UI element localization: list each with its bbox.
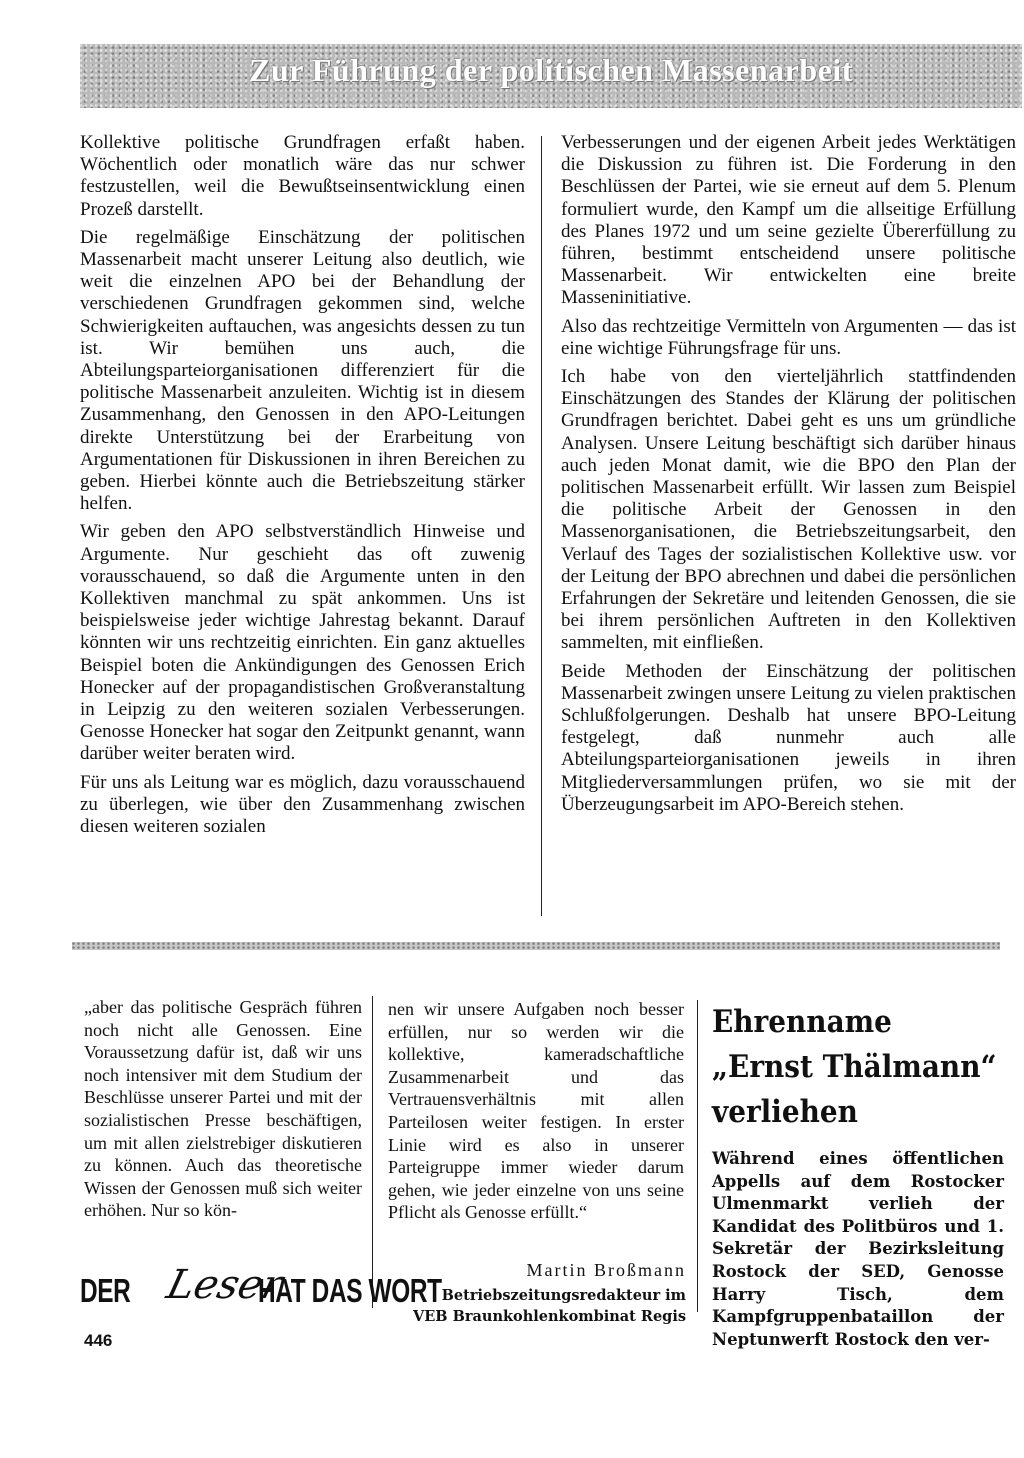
paragraph: Verbesserungen und der eigenen Arbeit jedes Werktätigen die Diskussion zu führen ist. Die Forderung in den Beschlüssen der Partei, wie sie erneut auf dem 5. Plenum formuliert wurde, den Kampf um die allseitige Erfüllung des Planes 1972 und um seine gezielte Übererfüllung zu führen, bestimmt entscheidend unsere politische Massenarbeit. Wir entwickelten eine breite Masseninitiative. xyxy=(561,132,1016,309)
column-divider xyxy=(541,136,542,916)
page-number: 446 xyxy=(84,1331,113,1350)
news-body: Während eines öffentlichen Appells auf dem Rostocker Ulmenmarkt verlieh der Kandidat des Politbüros und 1. Sekretär der Bezirksleitung Rostock der SED, Genosse Harry Tisch, dem Kampfgruppenbataillon der Neptunwerft Rostock den ver- xyxy=(712,1149,1004,1349)
letter-column-1: „aber das politische Gespräch führen noch nicht alle Genossen. Eine Voraussetzung dafür ist, daß wir uns noch intensiver mit dem Studium der Beschlüsse unserer Partei und mit der sozialistischen Presse beschäftigen, um mit allen zielstrebiger diskutieren zu können. Auch das theoretische Wissen der Genossen muß sich weiter erhöhen. Nur so kön- xyxy=(84,997,362,1221)
paragraph: Für uns als Leitung war es möglich, dazu vorausschauend zu überlegen, wie über den Zusammenhang zwischen diesen weiteren sozialen xyxy=(80,771,525,838)
paragraph: Beide Methoden der Einschätzung der politischen Massenarbeit zwingen unsere Leitung zu vielen praktischen Schlußfolgerungen. Deshalb hat unsere BPO-Leitung festgelegt, daß nunmehr auch alle Abteilungsparteiorganisationen jeweils in ihren Mitgliederversammlungen prüfen, wo sie mit der Überzeugungsarbeit im APO-Bereich stehen. xyxy=(561,660,1016,815)
paragraph: Wir geben den APO selbstverständlich Hinweise und Argumente. Nur geschieht das oft zuwenig vorausschauend, so daß die Argumente unten in den Kollektiven manchmal zu spät ankommen. Uns ist beispielsweise jeder wichtige Jahrestag bekannt. Darauf könnten wir uns rechtzeitig einrichten. Ein ganz aktuelles Beispiel boten die Ankündigungen des Genossen Erich Honecker auf der propagandistischen Großveranstaltung in Leipzig zu den weiteren sozialen Verbesserungen. Genosse Honecker hat sogar den Zeitpunkt genannt, wann darüber weiter beraten wird. xyxy=(80,521,525,765)
paragraph: Ich habe von den vierteljährlich stattfindenden Einschätzungen des Standes der Klärung der politischen Grundfragen berichtet. Dabei geht es uns um gründliche Analysen. Unsere Leitung beschäftigt sich darüber hinaus auch jeden Monat damit, wie die BPO den Plan der politischen Massenarbeit erfüllt. Wir lassen zum Beispiel die politische Arbeit der Genossen in den Massenorganisationen, die Betriebszeitungsarbeit, den Verlauf des Tages der sozialistischen Kollektive usw. vor der Leitung der BPO abrechnen und dabei die persönlichen Erfahrungen der Sekretäre und leitenden Genossen, die sie bei ihrem persönlichen Auftreten in den Kollektiven sammelten, mit einfließen. xyxy=(561,366,1016,654)
logo-text: DER xyxy=(80,1272,131,1309)
news-headline xyxy=(712,1000,997,1135)
section-banner xyxy=(80,44,1022,108)
article-column-1 xyxy=(80,132,525,844)
section-divider xyxy=(72,942,1000,950)
reader-column-logo xyxy=(80,1262,442,1314)
logo-text: HAT DAS WORT xyxy=(258,1272,442,1309)
column-divider xyxy=(697,1000,698,1312)
paragraph: Kollektive politische Grundfragen erfaßt haben. Wöchentlich oder monatlich wäre das nur schwer festzustellen, weil die Bewußtseinsentwicklung einen Prozeß darstellt. xyxy=(80,132,525,220)
headline-line: Ehrenname xyxy=(712,1004,892,1040)
headline-line: „Ernst Thälmann“ xyxy=(712,1049,997,1085)
section-title: Zur Führung der politischen Massenarbeit xyxy=(249,52,853,88)
paragraph: Also das rechtzeitige Vermitteln von Argumenten — das ist eine wichtige Führungsfrage für uns. xyxy=(561,315,1016,359)
role-line: VEB Braunkohlenkombinat Regis xyxy=(413,1308,686,1325)
logo-script-text: Leser xyxy=(162,1262,288,1308)
role-line: Betriebszeitungsredakteur im xyxy=(441,1287,686,1304)
column-divider xyxy=(372,996,373,1308)
article-column-2 xyxy=(561,132,1016,822)
letter-column-2: nen wir unsere Aufgaben noch besser erfüllen, nur so werden wir die kollektive, kameradschaftliche Zusammenarbeit und das Vertrauensverhältnis mit allen Parteilosen weiter festigen. In erster Linie wird es also in unserer Parteigruppe immer wieder darum gehen, wie jeder einzelne von uns seine Pflicht als Genosse erfüllt.“ xyxy=(388,999,684,1223)
paragraph: Die regelmäßige Einschätzung der politischen Massenarbeit macht unserer Leitung also deutlich, wie weit die einzelnen APO bei der Behandlung der verschiedenen Grundfragen gekommen sind, welche Schwierigkeiten auftauchen, was angesichts dessen zu tun ist. Wir bemühen uns auch, die Abteilungsparteiorganisationen differenziert für die politische Massenarbeit anzuleiten. Wichtig ist in diesem Zusammenhang, den Genossen in den APO-Leitungen direkte Unterstützung bei der Erarbeitung von Argumentationen für Diskussionen in ihren Bereichen zu geben. Hierbei könnte auch die Betriebszeitung stärker helfen. xyxy=(80,226,525,515)
headline-line: verliehen xyxy=(712,1094,858,1130)
letter-author: Martin Broßmann xyxy=(526,1260,686,1280)
